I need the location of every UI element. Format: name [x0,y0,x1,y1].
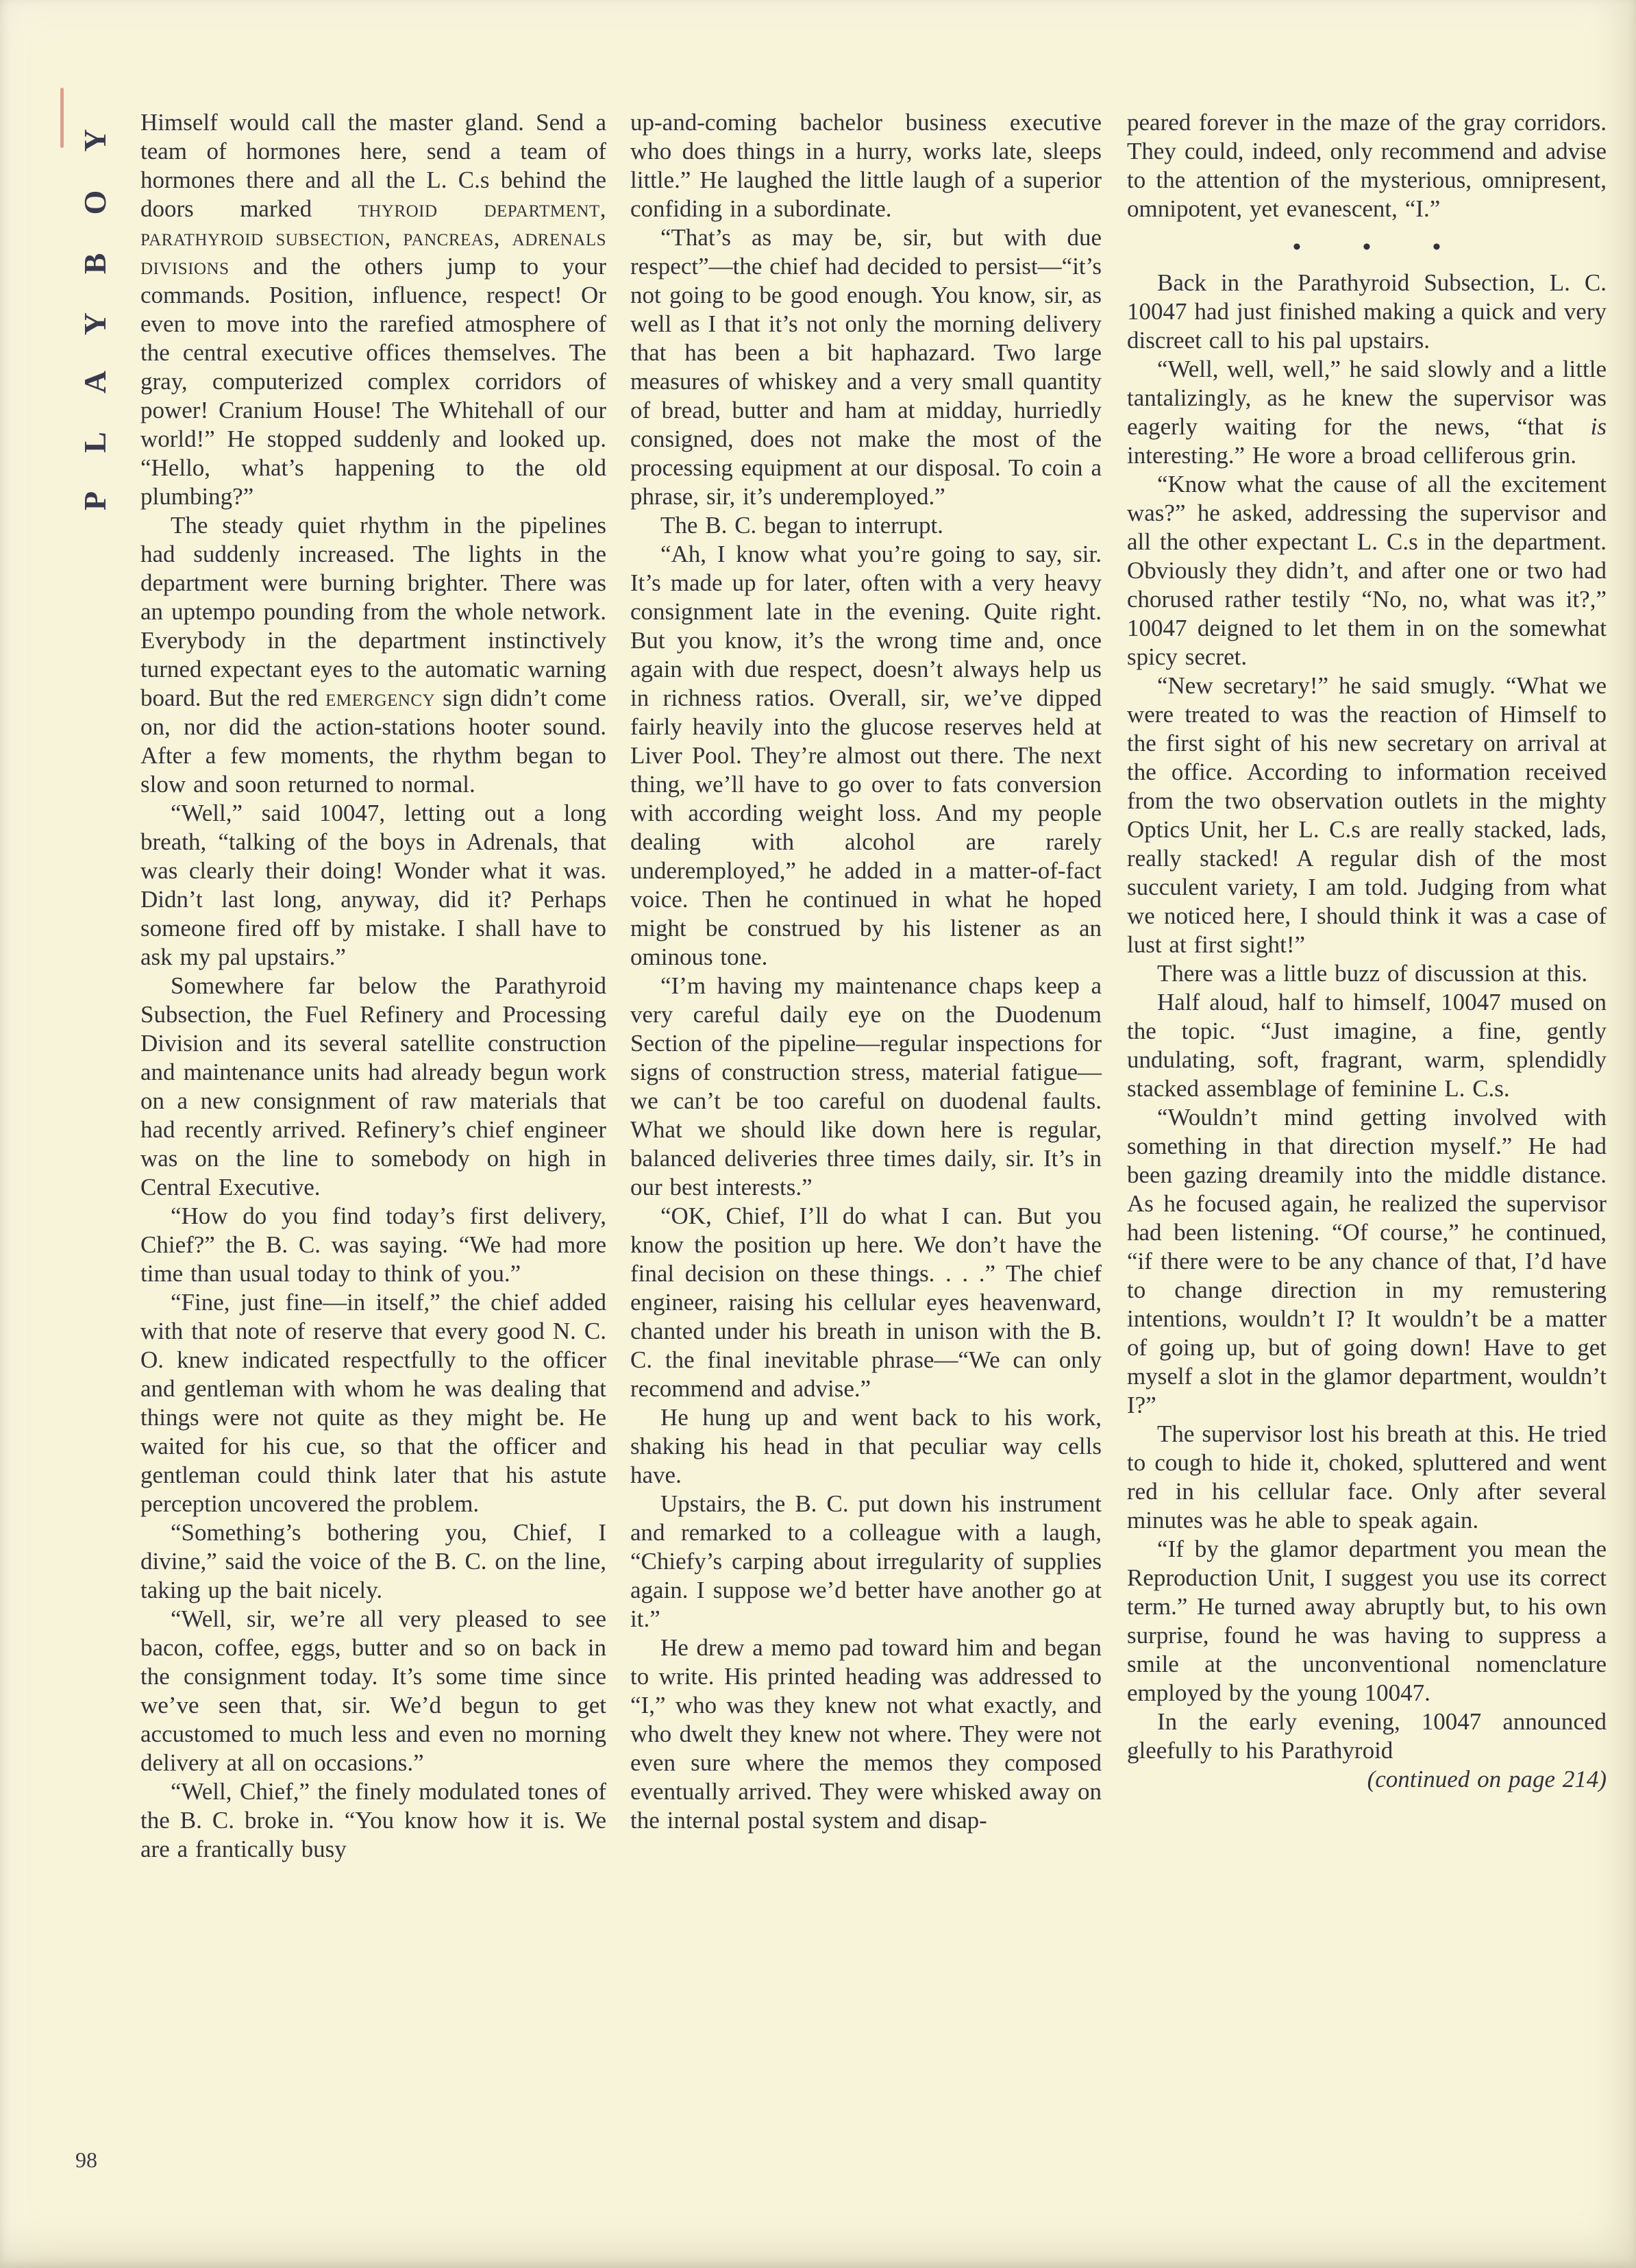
text-segment: He hung up and went back to his work, shaking his head in that peculiar way cells have. [630,1404,1102,1488]
paragraph [1127,988,1607,1103]
paragraph [140,511,606,799]
continued-note [1127,1765,1607,1794]
text-segment: sign didn’t come on, nor did the action-stations hooter sound. After a few moments, the rhythm began to slow and soon returned to normal. [140,685,606,798]
text-segment: “I’m having my maintenance chaps keep a very careful daily eye on the Duodenum Section of the pipeline—regular inspections for signs of construction stress, material fatigue—we can’t be too careful on duodenal faults. What we should like down here is regular, balanced deliveries three times daily, sir. It’s in our best interests.” [630,972,1102,1200]
paragraph [630,1202,1102,1403]
small-caps-text: emergency [325,685,436,711]
text-segment: “Well, Chief,” the finely modulated tones of the B. C. broke in. “You know how it is. We are a frantically busy [140,1778,606,1862]
text-segment: “If by the glamor department you mean the Reproduction Unit, I suggest you use its correct term.” He turned away abruptly but, to his own surprise, found he was having to suppress a smile at the unconventional nomenclature employed by the young 10047. [1127,1536,1607,1706]
paragraph [1127,355,1607,470]
paragraph [630,540,1102,972]
text-segment: “Well,” said 10047, letting out a long breath, “talking of the boys in Adrenals, that was clearly their doing! Wonder what it was. Didn’t last long, anyway, did it? Perhaps someone fired off by mistake. I shall have to ask my pal upstairs.” [140,800,606,970]
text-segment: In the early evening, 10047 announced gleefully to his Parathyroid [1127,1708,1607,1764]
text-segment: “That’s as may be, sir, but with due respect”—the chief had decided to persist—“it’s not going to be good enough. You know, sir, as well as I that it’s not only the morning delivery that has been a bit haphazard. Two large measures of whiskey and a very small quantity of bread, butter and ham at midday, hurriedly consigned, does not make the most of the processing equipment at our disposal. To coin a phrase, sir, it’s underemployed.” [630,224,1102,510]
text-segment: “Wouldn’t mind getting involved with something in that direction myself.” He had been gazing dreamily into the middle distance. As he focused again, he realized the supervisor had been listening. “Of course,” he continued, “if there were to be any chance of that, I’d have to change direction in my remustering intentions, wouldn’t I? It wouldn’t be a matter of going up, but of going down! Have to get myself a slot in the glamor department, wouldn’t I?” [1127,1104,1607,1418]
paragraph [140,1202,606,1288]
text-column-2 [630,108,1102,1835]
text-segment: “Fine, just fine—in itself,” the chief added with that note of reserve that every good N. C. O. knew indicated respectfully to the officer and gentleman with whom he was dealing that things were not quite as they might be. He waited for his cue, so that the officer and gentleman could think later that his astute perception uncovered the problem. [140,1289,606,1517]
paragraph [140,1605,606,1777]
magazine-folio-vertical: PLAYBOY [77,90,112,510]
text-segment: “Something’s bothering you, Chief, I divine,” said the voice of the B. C. on the line, taking up the bait nicely. [140,1519,606,1603]
text-segment: (continued on page 214) [1367,1766,1607,1792]
text-segment: up-and-coming bachelor business executive who does things in a hurry, works late, sleeps little.” He laughed the little laugh of a superior confiding in a subordinate. [630,109,1102,222]
text-segment: and the others jump to your commands. Position, influence, respect! Or even to move into the rarefied atmosphere of the central executive offices themselves. The gray, computerized complex corridors of power! Cranium House! The Whitehall of our world!” He stopped suddenly and looked up. “Hello, what’s happening to the old plumbing?” [140,253,606,510]
paragraph [1127,470,1607,671]
paragraph [1127,1420,1607,1535]
paragraph [630,972,1102,1202]
text-segment: The supervisor lost his breath at this. He tried to cough to hide it, choked, spluttered and went red in his cellular face. Only after several minutes was he able to speak again. [1127,1420,1607,1533]
scan-artifact [60,88,64,148]
paragraph [1127,269,1607,355]
paragraph [140,972,606,1202]
text-segment: “Know what the cause of all the excitement was?” he asked, addressing the supervisor and all the other expectant L. C.s in the department. Obviously they didn’t, and after one or two had chorused rather testily “No, no, what was it?,” 10047 deigned to let them in on the somewhat spicy secret. [1127,471,1607,670]
small-caps-text: thyroid department, parathyroid subsection, pancreas, adrenals divisions [140,195,606,280]
paragraph [140,1777,606,1864]
text-segment: Upstairs, the B. C. put down his instrument and remarked to a colleague with a laugh, “Chiefy’s carping about irregularity of supplies again. I suppose we’d better have another go at it.” [630,1490,1102,1632]
text-segment: interesting.” He wore a broad celliferous grin. [1127,442,1576,469]
paragraph [630,1634,1102,1835]
text-column-3 [1127,108,1607,1794]
text-segment: “Ah, I know what you’re going to say, sir. It’s made up for later, often with a very heavy consignment late in the evening. Quite right. But you know, it’s the wrong time and, once again with due respect, doesn’t always help us in richness ratios. Overall, sir, we’ve dipped fairly heavily into the glucose reserves held at Liver Pool. They’re almost out there. The next thing, we’ll have to go over to fats conversion with according weight loss. And my people dealing with alcohol are rarely underemployed,” he added in a matter-of-fact voice. Then he continued in what he hoped might be construed by his listener as an ominous tone. [630,541,1102,970]
text-segment: Half aloud, half to himself, 10047 mused on the topic. “Just imagine, a fine, gently undulating, soft, fragrant, warm, splendidly stacked assemblage of feminine L. C.s. [1127,989,1607,1102]
text-segment: peared forever in the maze of the gray corridors. They could, indeed, only recommend and advise to the attention of the mysterious, omnipresent, omnipotent, yet evanescent, “I.” [1127,109,1607,222]
text-segment: “OK, Chief, I’ll do what I can. But you know the position up here. We don’t have the final decision on these things. . . .” The chief engineer, raising his cellular eyes heavenward, chanted under his breath in unison with the B. C. the final inevitable phrase—“We can only recommend and advise.” [630,1203,1102,1402]
italic-text: is [1590,413,1607,440]
text-segment: He drew a memo pad toward him and began to write. His printed heading was addressed to “I,” who was they knew not what exactly, and who dwelt they knew not where. They were not even sure where the memos they composed eventually arrived. They were whisked away on the internal postal system and disap- [630,1634,1102,1834]
paragraph [630,108,1102,223]
text-segment: The steady quiet rhythm in the pipelines had suddenly increased. The lights in the department were burning brighter. There was an uptempo pounding from the whole network. Everybody in the department instinctively turned expectant eyes to the automatic warning board. But the red [140,512,606,711]
text-segment: “How do you find today’s first delivery, Chief?” the B. C. was saying. “We had more time than usual today to think of you.” [140,1203,606,1287]
paragraph [1127,1103,1607,1420]
text-column-1 [140,108,606,1864]
text-segment: Himself would call the master gland. Send a team of hormones here, send a team of hormones there and all the L. C.s behind the doors marked [140,109,606,222]
text-segment: “Well, well, well,” he said slowly and a little tantalizingly, as he knew the supervisor was eagerly waiting for the news, “that [1127,356,1607,440]
section-separator [1127,223,1607,269]
paragraph [630,1403,1102,1490]
text-segment: Back in the Parathyroid Subsection, L. C. 10047 had just finished making a quick and very discreet call to his pal upstairs. [1127,269,1607,354]
paragraph [140,108,606,511]
text-segment: There was a little buzz of discussion at this. [1157,960,1588,987]
paragraph [1127,1535,1607,1708]
text-segment: • • • [1293,234,1441,260]
paragraph [1127,959,1607,988]
paragraph [630,511,1102,540]
paragraph [140,1288,606,1518]
paragraph [140,1518,606,1605]
paragraph [630,223,1102,511]
paragraph [1127,1708,1607,1765]
page-number: 98 [75,2147,97,2172]
paragraph [1127,108,1607,223]
text-segment: “New secretary!” he said smugly. “What we were treated to was the reaction of Himself to the first sight of his new secretary on arrival at the office. According to information received from the two observation outlets in the mighty Optics Unit, her L. C.s are really stacked, lads, really stacked! A regular dish of the most succulent variety, I am told. Judging from what we noticed here, I should think it was a case of lust at first sight!” [1127,672,1607,958]
text-segment: The B. C. began to interrupt. [660,512,943,539]
text-segment: “Well, sir, we’re all very pleased to see bacon, coffee, eggs, butter and so on back in the consignment today. It’s some time since we’ve seen that, sir. We’d begun to get accustomed to much less and even no morning delivery at all on occasions.” [140,1605,606,1776]
text-segment: Somewhere far below the Parathyroid Subsection, the Fuel Refinery and Processing Division and its several satellite construction and maintenance units had already begun work on a new consignment of raw materials that had recently arrived. Refinery’s chief engineer was on the line to somebody on high in Central Executive. [140,972,606,1200]
paragraph [140,799,606,972]
paragraph [1127,671,1607,959]
paragraph [630,1490,1102,1634]
